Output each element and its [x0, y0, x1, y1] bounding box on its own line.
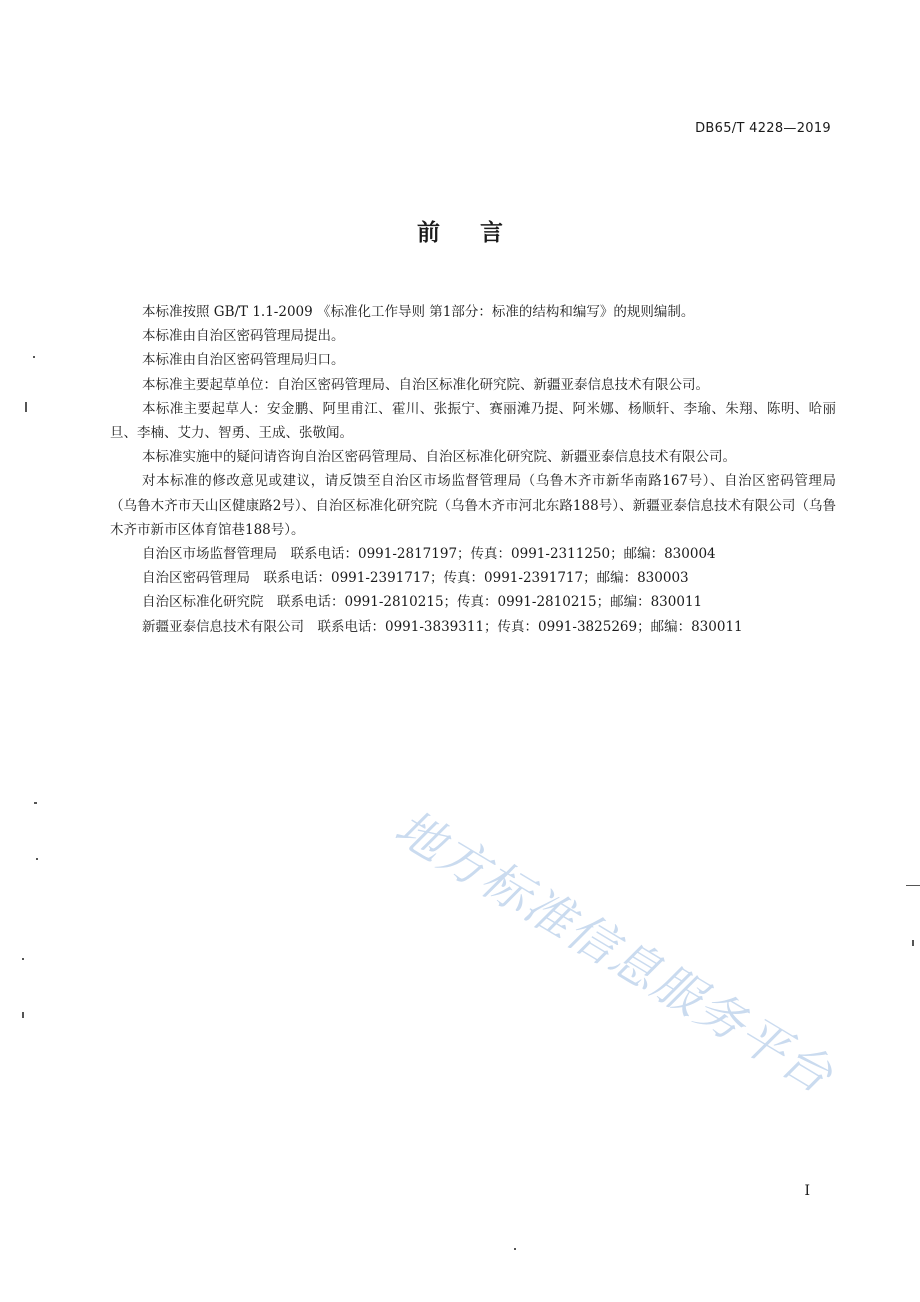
contact-line: 自治区密码管理局 联系电话：0991-2391717；传真：0991-2391717；邮编：830003	[142, 570, 689, 587]
contact-line: 新疆亚泰信息技术有限公司 联系电话：0991-3839311；传真：0991-3825269；邮编：830011	[142, 618, 743, 635]
scan-mark	[906, 885, 920, 886]
scan-mark	[912, 940, 914, 946]
paragraph-drafting-rules: 本标准按照 GB/T 1.1-2009 《标准化工作导则 第1部分：标准的结构和编写》的规则编制。	[142, 304, 695, 320]
paragraph-feedback: 对本标准的修改意见或建议，请反馈至自治区市场监督管理局（乌鲁木齐市新华南路167号）、自治区密码管理局（乌鲁木齐市天山区健康路2号）、自治区标准化研究院（乌鲁木齐市河北东路188号）、新疆亚泰信息技术有限公司（乌鲁木齐市新市区体育馆巷188号）。	[110, 473, 836, 538]
scan-mark	[25, 402, 27, 412]
paragraph-drafting-units: 本标准主要起草单位：自治区密码管理局、自治区标准化研究院、新疆亚泰信息技术有限公司。	[142, 376, 709, 393]
scan-mark	[34, 802, 37, 804]
paragraph-proposed-by: 本标准由自治区密码管理局提出。	[142, 328, 345, 345]
scan-mark	[514, 1248, 516, 1250]
scan-mark	[36, 858, 38, 860]
scan-mark	[33, 356, 35, 358]
paragraph-inquiries: 本标准实施中的疑问请咨询自治区密码管理局、自治区标准化研究院、新疆亚泰信息技术有限公司。	[142, 449, 736, 466]
foreword-body	[110, 300, 836, 639]
scan-mark	[22, 1012, 24, 1018]
contact-line: 自治区标准化研究院 联系电话：0991-2810215；传真：0991-2810215；邮编：830011	[142, 594, 703, 611]
page-title: 前言	[417, 220, 543, 246]
paragraph-drafters: 本标准主要起草人：安金鹏、阿里甫江、霍川、张振宁、赛丽滩乃提、阿米娜、杨顺轩、李瑜、朱翔、陈明、哈丽旦、李楠、艾力、智勇、王成、张敬闻。	[110, 400, 836, 442]
contact-line: 自治区市场监督管理局 联系电话：0991-2817197；传真：0991-2311250；邮编：830004	[142, 546, 716, 563]
page-number: I	[804, 1183, 810, 1199]
paragraph-administered-by: 本标准由自治区密码管理局归口。	[142, 352, 345, 369]
watermark: 地方标准信息服务平台	[385, 799, 843, 1105]
scan-mark	[22, 958, 24, 960]
document-code: DB65/T 4228—2019	[695, 121, 831, 136]
